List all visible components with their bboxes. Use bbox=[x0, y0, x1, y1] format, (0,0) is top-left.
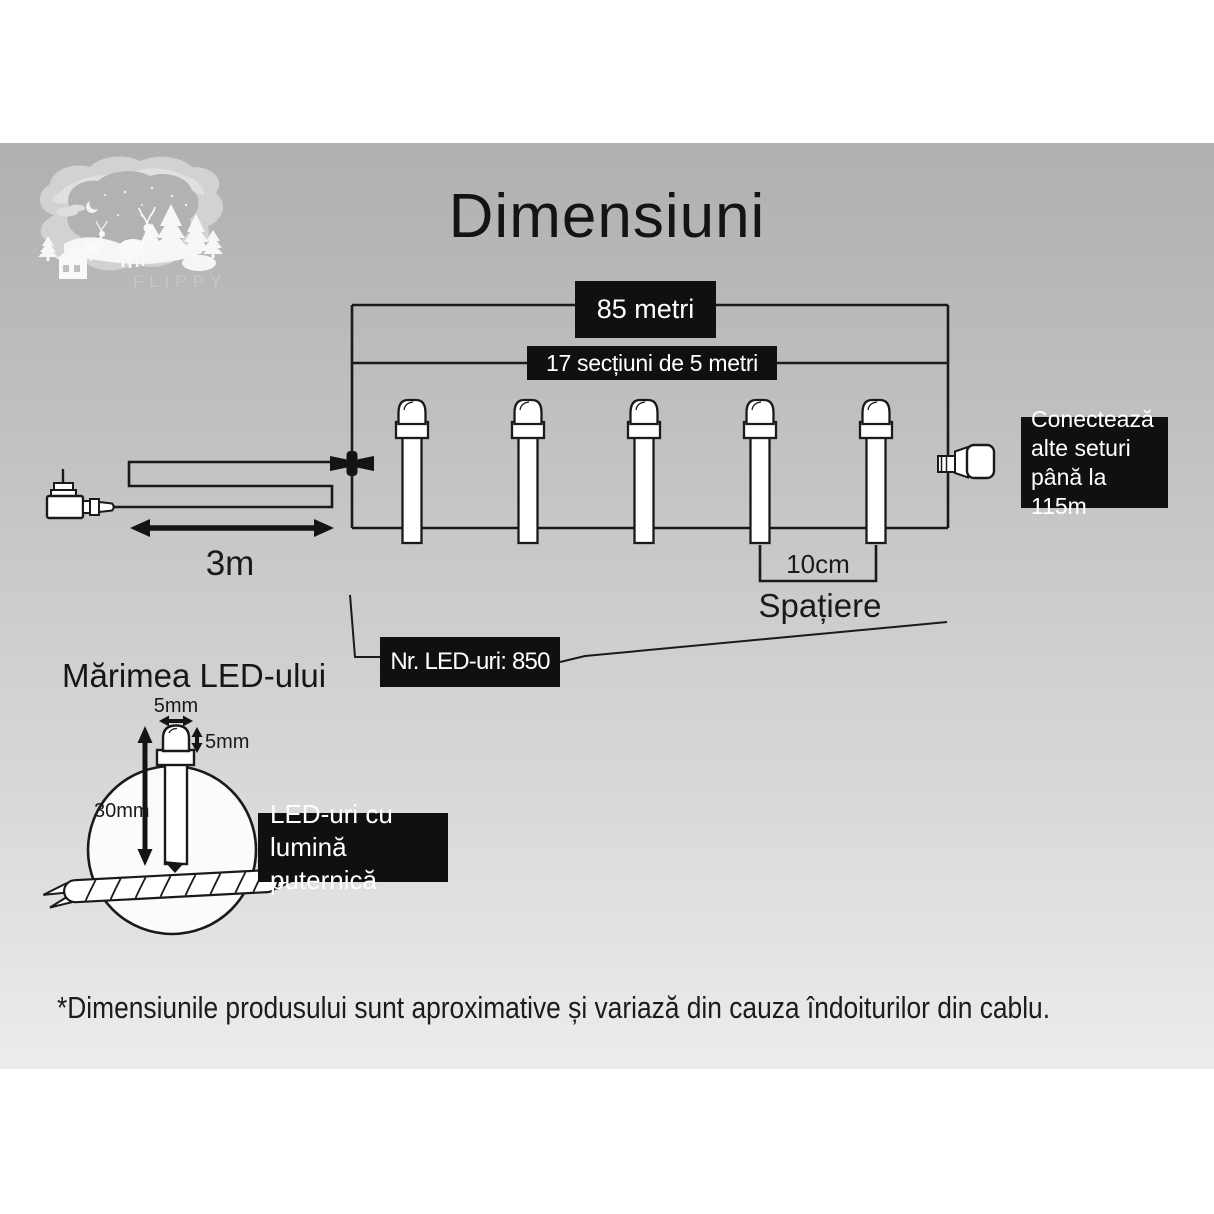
connect-line-3: până la 115m bbox=[1031, 463, 1107, 519]
snow-mound bbox=[182, 255, 216, 271]
led-bulb bbox=[396, 400, 428, 543]
led-bulb bbox=[512, 400, 544, 543]
lead-length-text: 3m bbox=[205, 544, 255, 583]
led-brightness-note bbox=[258, 799, 448, 895]
connect-line-1: Conectează bbox=[1031, 405, 1154, 432]
dome-width-text: 5mm bbox=[153, 695, 199, 717]
spacing-caption-text: Spațiere bbox=[758, 587, 882, 624]
total-length-label: 85 metri bbox=[575, 281, 716, 338]
dome-height-text: 5mm bbox=[205, 731, 250, 753]
led-bulb bbox=[744, 400, 776, 543]
led-size-heading: Mărimea LED-ului bbox=[62, 657, 327, 694]
led-length-text: 30mm bbox=[94, 800, 150, 822]
footnote-text: *Dimensiunile produsului sunt aproximative și variază din cauza îndoiturilor din cablu. bbox=[57, 990, 1051, 1025]
led-note-line-2: puternică bbox=[270, 865, 377, 895]
led-count-label: Nr. LED-uri: 850 bbox=[380, 637, 560, 687]
spacing-leader-line bbox=[560, 622, 947, 662]
page-title: Dimensiuni bbox=[448, 182, 766, 251]
led-bulbs-row bbox=[396, 400, 892, 543]
led-count-leader-line bbox=[350, 595, 380, 657]
lead-length-arrow bbox=[130, 519, 334, 537]
inline-connector-icon bbox=[330, 451, 374, 476]
connect-more-sets-label bbox=[1021, 405, 1168, 519]
logo-brand-text: FLIPPY bbox=[132, 272, 228, 291]
led-bulb bbox=[860, 400, 892, 543]
sections-label: 17 secțiuni de 5 metri bbox=[527, 346, 777, 380]
led-note-line-1: LED-uri cu lumină bbox=[270, 799, 393, 862]
lead-wire-zigzag bbox=[113, 462, 332, 507]
end-connector-icon bbox=[938, 445, 994, 478]
spacing-value-text: 10cm bbox=[786, 549, 850, 579]
power-plug-icon bbox=[47, 469, 114, 518]
led-bulb bbox=[628, 400, 660, 543]
connect-line-2: alte seturi bbox=[1031, 434, 1131, 461]
logo-brand-script-text: christmas bbox=[116, 290, 250, 326]
